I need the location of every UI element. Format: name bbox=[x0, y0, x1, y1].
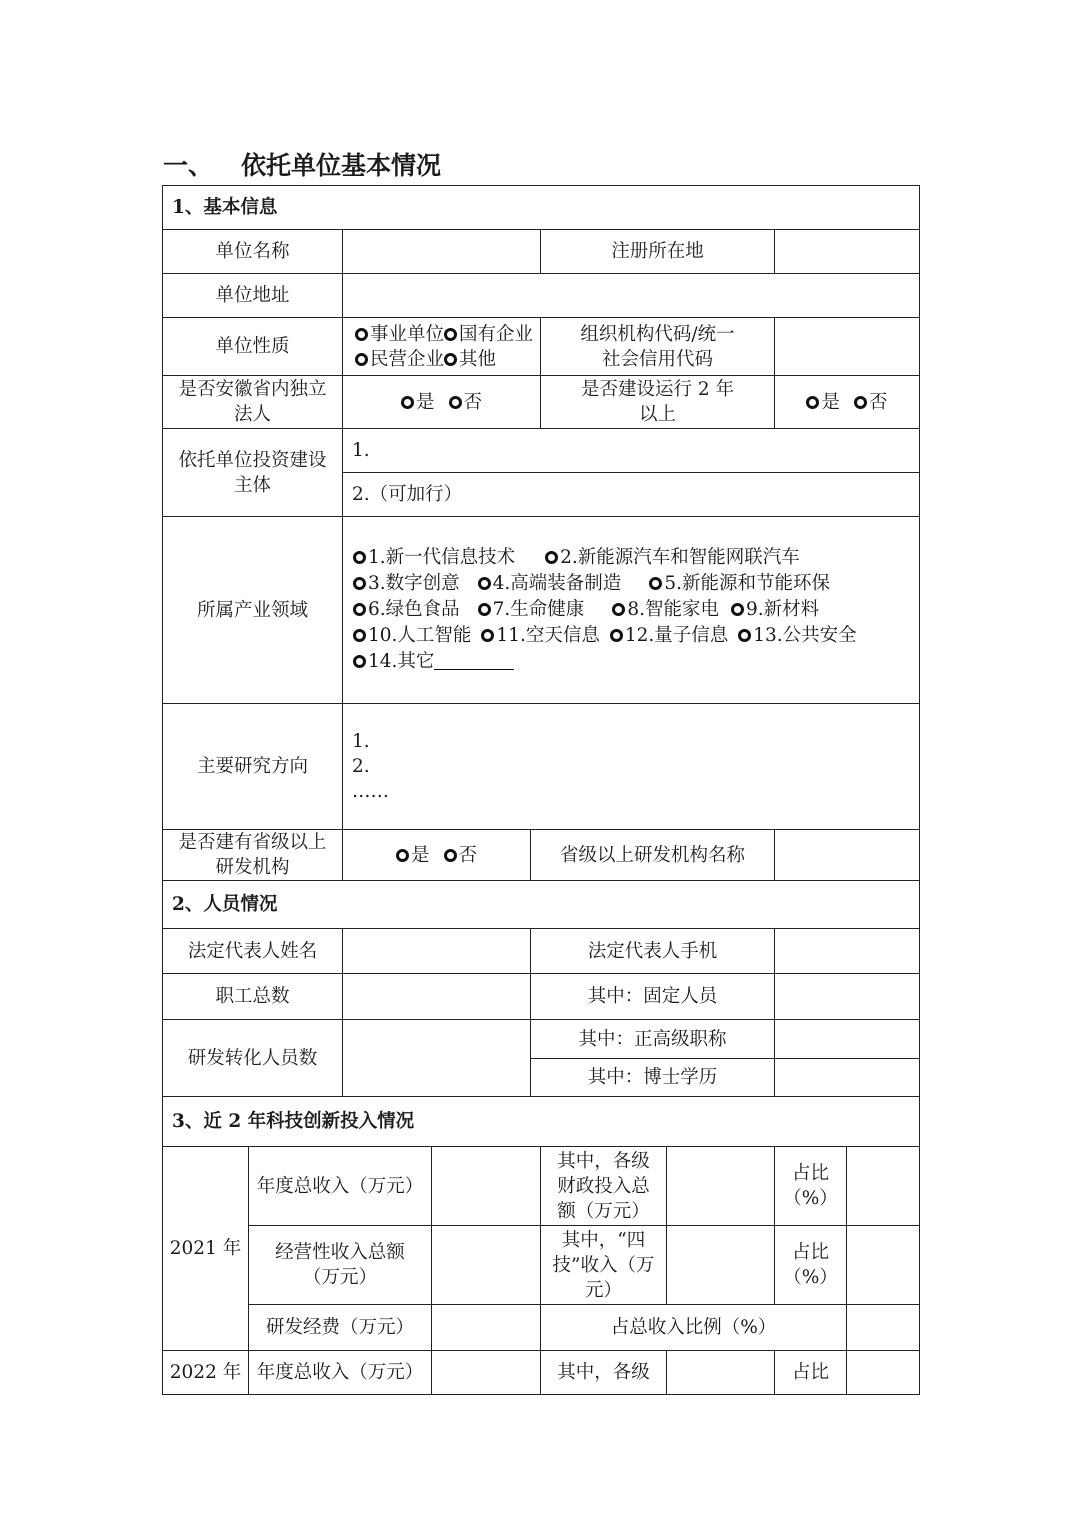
label-line: （万元） bbox=[302, 1267, 377, 1288]
label-research-direction: 主要研究方向 bbox=[163, 704, 343, 830]
field-fiscal-ratio-2022[interactable] bbox=[847, 1351, 920, 1395]
label-unit-address: 单位地址 bbox=[163, 274, 343, 318]
field-fixed-staff[interactable] bbox=[775, 974, 920, 1020]
section-title-basic: 1、基本信息 bbox=[163, 186, 920, 230]
field-legal-rep-name[interactable] bbox=[343, 929, 531, 974]
industry-option-9[interactable] bbox=[731, 599, 819, 620]
option-no[interactable] bbox=[449, 392, 483, 413]
option-label: 否 bbox=[869, 391, 888, 413]
label-line: 额（万元） bbox=[557, 1200, 650, 1222]
basic-info-table bbox=[162, 185, 920, 1395]
field-legal-rep-phone[interactable] bbox=[775, 929, 920, 974]
radio-circle-icon bbox=[738, 629, 751, 642]
label-legal-rep-name: 法定代表人姓名 bbox=[163, 929, 343, 974]
field-fiscal-ratio-2021[interactable] bbox=[847, 1147, 920, 1226]
label-annual-income: 年度总收入（万元） bbox=[249, 1351, 432, 1395]
radio-circle-icon bbox=[545, 551, 558, 564]
other-industry-blank[interactable] bbox=[434, 651, 514, 670]
field-unit-address[interactable] bbox=[343, 274, 920, 318]
label-line: 财政投入总 bbox=[557, 1175, 650, 1197]
field-phd[interactable] bbox=[775, 1059, 920, 1097]
industry-option-label: 2.新能源汽车和智能网联汽车 bbox=[560, 547, 800, 568]
industry-option-label: 7.生命健康 bbox=[492, 599, 585, 620]
label-provincial-rd bbox=[163, 830, 343, 881]
label-line: 主体 bbox=[233, 474, 271, 496]
option-label: 是 bbox=[415, 391, 435, 413]
field-rd-staff[interactable] bbox=[343, 1020, 531, 1097]
radio-circle-icon bbox=[396, 849, 409, 862]
label-independent-entity bbox=[163, 376, 343, 429]
label-line: 是否建有省级以上 bbox=[178, 832, 327, 853]
industry-option-5[interactable] bbox=[649, 573, 830, 594]
field-total-staff[interactable] bbox=[343, 974, 531, 1020]
industry-option-label: 8.智能家电 bbox=[627, 599, 719, 620]
radio-circle-icon bbox=[610, 629, 623, 642]
nature-option-3[interactable] bbox=[355, 349, 444, 370]
field-independent-entity bbox=[343, 376, 541, 429]
label-line: 占比 bbox=[791, 1242, 829, 1263]
label-provincial-rd-name: 省级以上研发机构名称 bbox=[531, 830, 775, 881]
label-line: （%） bbox=[783, 1267, 838, 1288]
option-label: 否 bbox=[463, 391, 483, 413]
label-year-2021: 2021 年 bbox=[163, 1147, 249, 1351]
option-no[interactable] bbox=[444, 845, 478, 866]
industry-option-2[interactable] bbox=[545, 547, 800, 568]
option-yes[interactable] bbox=[401, 392, 435, 413]
label-investor bbox=[163, 429, 343, 517]
industry-option-12[interactable] bbox=[610, 625, 728, 646]
radio-circle-icon bbox=[612, 603, 625, 616]
label-line: 是否建设运行 2 年 bbox=[580, 379, 735, 400]
research-item: 2. bbox=[352, 756, 370, 777]
label-line: 技”收入（万 bbox=[552, 1254, 655, 1276]
field-senior-title[interactable] bbox=[775, 1020, 920, 1059]
option-label: 否 bbox=[458, 844, 478, 866]
section-heading bbox=[163, 146, 441, 182]
industry-option-6[interactable] bbox=[353, 599, 460, 620]
field-provincial-rd bbox=[343, 830, 531, 881]
label-operating-income bbox=[249, 1226, 432, 1305]
industry-option-3[interactable] bbox=[353, 573, 460, 594]
field-reg-place[interactable] bbox=[775, 230, 920, 274]
radio-circle-icon bbox=[449, 396, 462, 409]
radio-circle-icon bbox=[806, 396, 819, 409]
label-fiscal-investment: 其中，各级 bbox=[541, 1351, 667, 1395]
nature-option-2[interactable] bbox=[444, 324, 533, 345]
label-ratio bbox=[775, 1226, 847, 1305]
label-line: 占比 bbox=[791, 1163, 829, 1184]
field-investor-2[interactable]: 2.（可加行） bbox=[343, 473, 920, 517]
section-title-investment: 3、近 2 年科技创新投入情况 bbox=[163, 1097, 920, 1147]
heading-title: 依托单位基本情况 bbox=[241, 151, 442, 180]
field-annual-income-2021[interactable] bbox=[432, 1147, 541, 1226]
industry-option-label: 12.量子信息 bbox=[624, 625, 729, 646]
label-line: 法人 bbox=[233, 404, 271, 425]
radio-circle-icon bbox=[355, 353, 368, 366]
field-fiscal-investment-2022[interactable] bbox=[667, 1351, 775, 1395]
nature-option-label: 民营企业 bbox=[370, 348, 445, 370]
label-line: 其中，各级 bbox=[557, 1150, 650, 1172]
label-year-2022: 2022 年 bbox=[163, 1351, 249, 1395]
nature-option-1[interactable] bbox=[355, 324, 444, 345]
field-rd-ratio-2021[interactable] bbox=[847, 1305, 920, 1351]
label-org-code bbox=[541, 318, 775, 376]
label-ratio bbox=[775, 1147, 847, 1226]
field-rd-funds-2021[interactable] bbox=[432, 1305, 541, 1351]
option-yes[interactable] bbox=[396, 845, 430, 866]
radio-circle-icon bbox=[353, 603, 366, 616]
radio-circle-icon bbox=[353, 551, 366, 564]
label-legal-rep-phone: 法定代表人手机 bbox=[531, 929, 775, 974]
field-four-tech-income-2021[interactable] bbox=[667, 1226, 775, 1305]
label-rd-funds: 研发经费（万元） bbox=[249, 1305, 432, 1351]
label-line: 研发机构 bbox=[215, 857, 290, 878]
research-item: 1. bbox=[352, 731, 370, 752]
label-fiscal-investment bbox=[541, 1147, 667, 1226]
heading-number: 一、 bbox=[163, 151, 214, 180]
industry-option-14[interactable] bbox=[353, 651, 514, 672]
industry-option-label: 11.空天信息 bbox=[496, 625, 600, 646]
radio-circle-icon bbox=[478, 603, 491, 616]
label-running-2-years bbox=[541, 376, 775, 429]
label-line: 是否安徽省内独立 bbox=[178, 379, 327, 400]
radio-circle-icon bbox=[854, 396, 867, 409]
field-unit-name[interactable] bbox=[343, 230, 541, 274]
option-yes[interactable] bbox=[806, 392, 840, 413]
label-rd-ratio: 占总收入比例（%） bbox=[541, 1305, 847, 1351]
industry-option-label: 6.绿色食品 bbox=[368, 599, 460, 620]
label-fixed-staff: 其中：固定人员 bbox=[531, 974, 775, 1020]
industry-option-label: 3.数字创意 bbox=[368, 573, 460, 594]
label-line: 依托单位投资建设 bbox=[178, 449, 327, 471]
industry-option-label: 4.高端装备制造 bbox=[492, 573, 622, 594]
nature-option-4[interactable] bbox=[444, 349, 496, 370]
option-no[interactable] bbox=[854, 392, 888, 413]
label-line: 社会信用代码 bbox=[601, 348, 713, 370]
radio-circle-icon bbox=[444, 353, 457, 366]
radio-circle-icon bbox=[481, 629, 494, 642]
radio-circle-icon bbox=[478, 577, 491, 590]
label-four-tech-income bbox=[541, 1226, 667, 1305]
option-label: 是 bbox=[410, 844, 430, 866]
label-line: 其中，“四 bbox=[561, 1229, 646, 1251]
label-line: （%） bbox=[783, 1188, 838, 1209]
industry-option-label: 9.新材料 bbox=[745, 599, 820, 620]
label-ratio: 占比 bbox=[775, 1351, 847, 1395]
radio-circle-icon bbox=[444, 849, 457, 862]
field-unit-nature bbox=[343, 318, 541, 376]
radio-circle-icon bbox=[353, 655, 366, 668]
research-item: …… bbox=[352, 781, 389, 802]
label-line: 经营性收入总额 bbox=[275, 1242, 405, 1263]
radio-circle-icon bbox=[353, 629, 366, 642]
label-total-staff: 职工总数 bbox=[163, 974, 343, 1020]
industry-option-label: 1.新一代信息技术 bbox=[368, 547, 516, 568]
label-unit-name: 单位名称 bbox=[163, 230, 343, 274]
label-unit-nature: 单位性质 bbox=[163, 318, 343, 376]
nature-option-label: 国有企业 bbox=[459, 323, 534, 345]
industry-option-11[interactable] bbox=[481, 625, 599, 646]
field-fiscal-investment-2021[interactable] bbox=[667, 1147, 775, 1226]
field-research-direction[interactable] bbox=[343, 704, 920, 830]
industry-option-1[interactable] bbox=[353, 547, 515, 568]
field-provincial-rd-name[interactable] bbox=[775, 830, 920, 881]
field-investor-1[interactable]: 1. bbox=[343, 429, 920, 473]
label-rd-staff: 研发转化人员数 bbox=[163, 1020, 343, 1097]
field-running-2-years bbox=[775, 376, 920, 429]
field-annual-income-2022[interactable] bbox=[432, 1351, 541, 1395]
industry-option-label: 13.公共安全 bbox=[753, 625, 857, 646]
radio-circle-icon bbox=[731, 603, 744, 616]
industry-option-8[interactable] bbox=[612, 599, 719, 620]
option-label: 是 bbox=[821, 391, 840, 413]
label-industry: 所属产业领域 bbox=[163, 517, 343, 704]
label-line: 组织机构代码/统一 bbox=[580, 323, 735, 345]
radio-circle-icon bbox=[353, 577, 366, 590]
industry-option-7[interactable] bbox=[478, 599, 585, 620]
industry-option-4[interactable] bbox=[478, 573, 622, 594]
label-line: 以上 bbox=[638, 404, 676, 425]
label-line: 元） bbox=[584, 1279, 622, 1301]
section-title-personnel: 2、人员情况 bbox=[163, 881, 920, 929]
field-org-code[interactable] bbox=[775, 318, 920, 376]
label-phd: 其中：博士学历 bbox=[531, 1059, 775, 1097]
radio-circle-icon bbox=[444, 328, 457, 341]
industry-option-10[interactable] bbox=[353, 625, 471, 646]
nature-option-label: 其他 bbox=[459, 348, 497, 370]
field-industry bbox=[343, 517, 920, 704]
nature-option-label: 事业单位 bbox=[370, 323, 445, 345]
radio-circle-icon bbox=[355, 328, 368, 341]
radio-circle-icon bbox=[649, 577, 662, 590]
label-senior-title: 其中：正高级职称 bbox=[531, 1020, 775, 1059]
industry-option-label: 14.其它 bbox=[368, 651, 435, 672]
label-annual-income: 年度总收入（万元） bbox=[249, 1147, 432, 1226]
industry-option-label: 5.新能源和节能环保 bbox=[664, 573, 830, 594]
industry-option-label: 10.人工智能 bbox=[368, 625, 472, 646]
industry-option-13[interactable] bbox=[738, 625, 856, 646]
field-operating-income-2021[interactable] bbox=[432, 1226, 541, 1305]
field-four-tech-ratio-2021[interactable] bbox=[847, 1226, 920, 1305]
radio-circle-icon bbox=[401, 396, 414, 409]
label-reg-place: 注册所在地 bbox=[541, 230, 775, 274]
